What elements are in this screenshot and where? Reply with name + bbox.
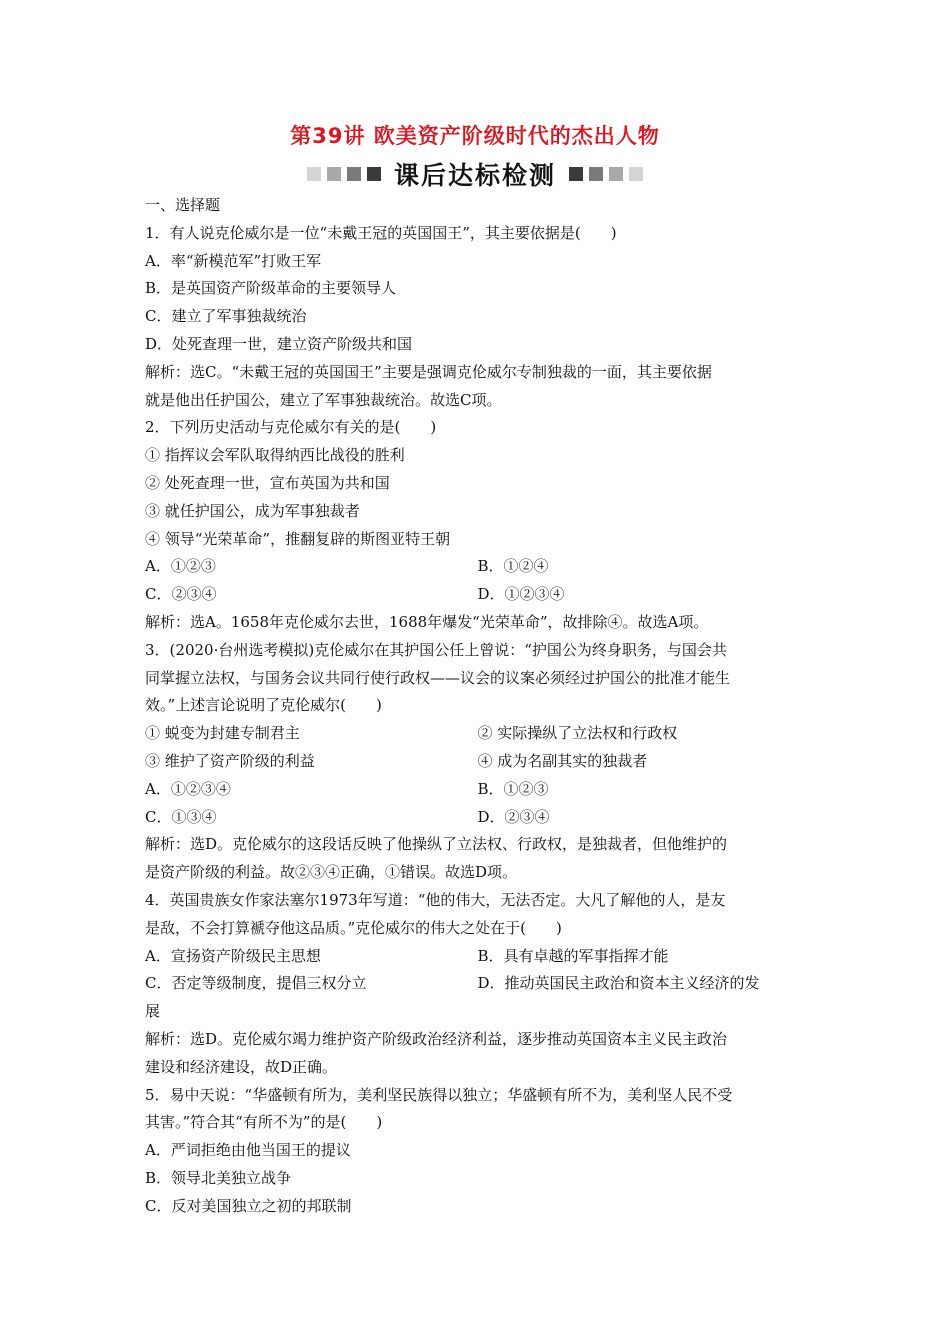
question-1-option-a: A．率“新模范军”打败王军	[145, 251, 322, 270]
question-2-option-b: B．①②④	[477, 557, 549, 576]
question-3-option-a: A．①②③④	[145, 779, 231, 798]
question-1-option-d: D．处死查理一世，建立资产阶级共和国	[145, 334, 413, 353]
banner-square-icon	[367, 167, 381, 181]
question-3-items-row	[145, 720, 810, 748]
banner-title: 课后达标检测	[393, 161, 556, 190]
question-1-analysis: 就是他出任护国公，建立了军事独裁统治。故选C项。	[145, 390, 502, 409]
question-4-analysis: 建设和经济建设，故D正确。	[145, 1057, 338, 1076]
section-heading: 一、选择题	[145, 196, 221, 214]
question-4-option-a: A．宣扬资产阶级民主思想	[145, 946, 321, 965]
banner-square-icon	[629, 167, 643, 181]
page-title: 第39讲 欧美资产阶级时代的杰出人物	[290, 124, 660, 148]
question-5-option-a: A．严词拒绝由他当国王的提议	[145, 1141, 351, 1160]
banner-square-icon	[589, 167, 603, 181]
question-1-option-b: B．是英国资产阶级革命的主要领导人	[145, 279, 397, 298]
banner-square-icon	[569, 167, 583, 181]
question-1-analysis: 解析：选C。“未戴王冠的英国国王”主要是强调克伦威尔专制独裁的一面，其主要依据	[145, 362, 712, 381]
question-3-option-b: B．①②③	[477, 779, 549, 798]
banner-square-icon	[307, 167, 321, 181]
question-2-option-d: D．①②③④	[477, 585, 565, 604]
question-2-item: ② 处死查理一世，宣布英国为共和国	[145, 473, 390, 492]
question-2-options-row	[145, 581, 810, 609]
question-1-stem: 1．有人说克伦威尔是一位“未戴王冠的英国国王”，其主要依据是( )	[145, 223, 617, 242]
question-4-options-row	[145, 943, 810, 971]
question-list	[145, 192, 810, 1220]
question-3-item: ④ 成为名副其实的独裁者	[477, 751, 648, 770]
question-5-option-b: B．领导北美独立战争	[145, 1168, 292, 1187]
question-3-options-row	[145, 804, 810, 832]
section-banner	[0, 156, 950, 192]
question-3-item: ① 蜕变为封建专制君主	[145, 724, 300, 743]
question-2-item: ① 指挥议会军队取得纳西比战役的胜利	[145, 446, 405, 465]
question-4-option-b: B．具有卓越的军事指挥才能	[477, 946, 669, 965]
question-2-option-c: C．②③④	[145, 585, 217, 604]
question-3-option-c: C．①③④	[145, 807, 217, 826]
question-2-option-a: A．①②③	[145, 557, 216, 576]
question-3-analysis: 是资产阶级的利益。故②③④正确，①错误。故选D项。	[145, 863, 518, 882]
question-4-stem: 4．英国贵族女作家法塞尔1973年写道：“他的伟大，无法否定。大凡了解他的人，是友	[145, 890, 726, 909]
question-3-analysis: 解析：选D。克伦威尔的这段话反映了他操纵了立法权、行政权，是独裁者，但他维护的	[145, 835, 728, 854]
question-4-option-d: D．推动英国民主政治和资本主义经济的发	[477, 974, 760, 993]
question-3-items-row	[145, 748, 810, 776]
question-3-item: ② 实际操纵了立法权和行政权	[477, 724, 678, 743]
question-4-option-d-continued: 展	[145, 1002, 161, 1021]
question-3-stem: 效。”上述言论说明了克伦威尔( )	[145, 696, 382, 715]
question-3-option-d: D．②③④	[477, 807, 550, 826]
question-4-analysis: 解析：选D。克伦威尔竭力维护资产阶级政治经济利益，逐步推动英国资本主义民主政治	[145, 1029, 728, 1048]
question-1-option-c: C．建立了军事独裁统治	[145, 307, 307, 326]
question-3-options-row	[145, 776, 810, 804]
question-4-stem: 是敌，不会打算褫夺他这品质。”克伦威尔的伟大之处在于( )	[145, 918, 562, 937]
question-2-stem: 2．下列历史活动与克伦威尔有关的是( )	[145, 418, 437, 437]
question-3-stem: 同掌握立法权，与国务会议共同行使行政权——议会的议案必须经过护国公的批准才能生	[145, 668, 731, 687]
question-5-stem: 5．易中天说：“华盛顿有所为，美利坚民族得以独立；华盛顿有所不为，美利坚人民不受	[145, 1085, 733, 1104]
question-4-option-c: C．否定等级制度，提倡三权分立	[145, 974, 367, 993]
question-2-item: ④ 领导“光荣革命”，推翻复辟的斯图亚特王朝	[145, 529, 451, 548]
question-3-stem: 3．(2020·台州选考模拟)克伦威尔在其护国公任上曾说：“护国公为终身职务，与国会共	[145, 640, 727, 659]
question-5-option-c: C．反对美国独立之初的邦联制	[145, 1196, 352, 1215]
banner-square-icon	[609, 167, 623, 181]
question-3-item: ③ 维护了资产阶级的利益	[145, 751, 315, 770]
question-4-options-row	[145, 970, 810, 998]
question-2-options-row	[145, 553, 810, 581]
question-2-item: ③ 就任护国公，成为军事独裁者	[145, 501, 360, 520]
banner-square-icon	[347, 167, 361, 181]
question-5-stem: 其害。”符合其“有所不为”的是( )	[145, 1113, 383, 1132]
banner-square-icon	[327, 167, 341, 181]
question-2-analysis: 解析：选A。1658年克伦威尔去世，1688年爆发“光荣革命”，故排除④。故选A项。	[145, 612, 709, 631]
